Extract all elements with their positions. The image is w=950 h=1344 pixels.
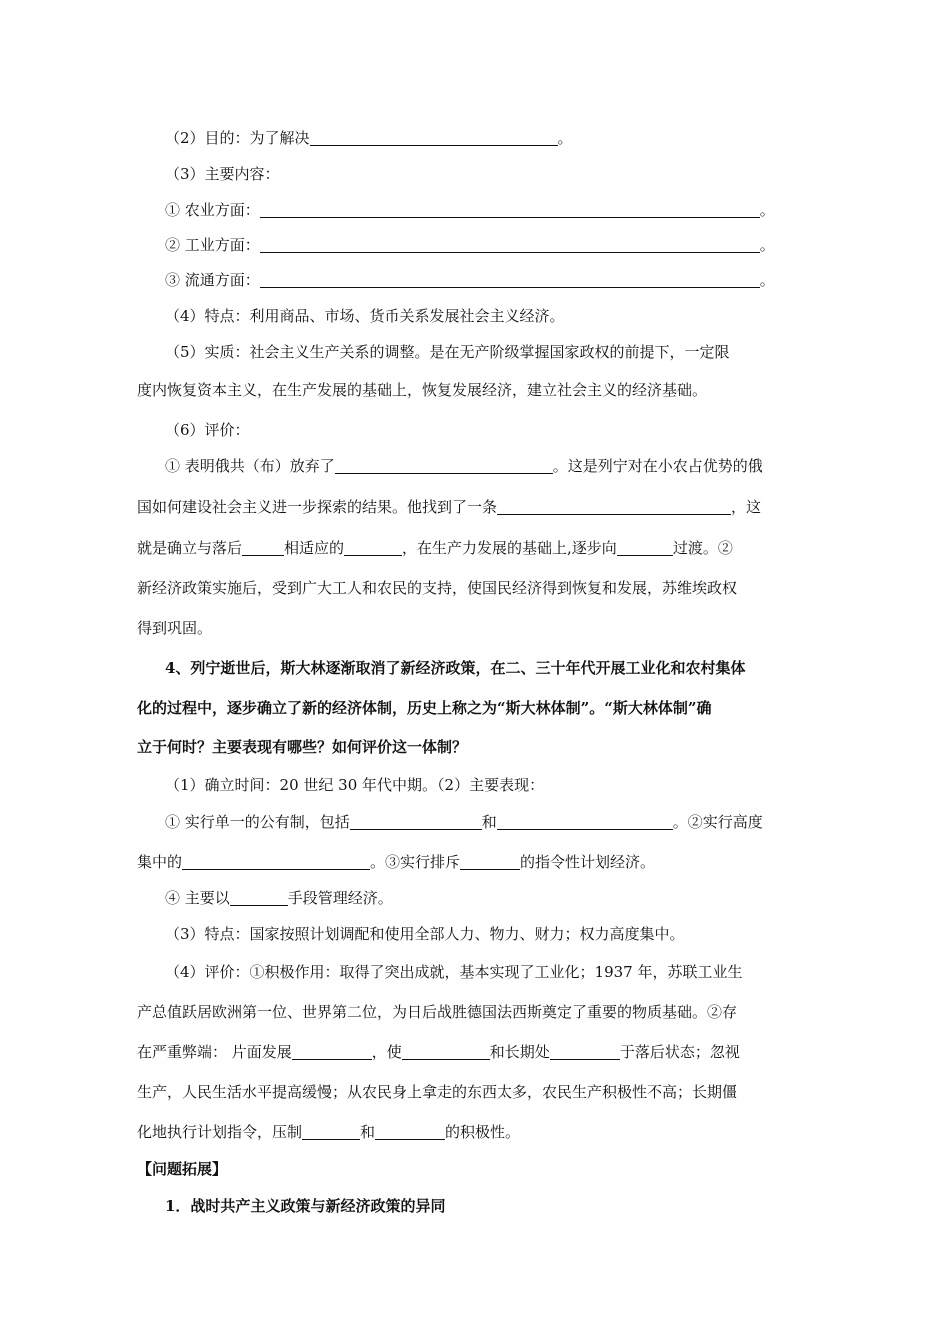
text-segment: 国如何建设社会主义进一步探索的结果。他找到了一条 bbox=[137, 498, 498, 516]
text-segment: 在严重弊端： 片面发展 bbox=[137, 1043, 292, 1061]
text-segment: 相适应的 bbox=[284, 539, 345, 557]
text-segment: 于落后状态；忽视 bbox=[619, 1043, 740, 1061]
text-segment: 新经济政策实施后，受到广大工人和农民的支持，使国民经济得到恢复和发展，苏维埃政权 bbox=[137, 579, 738, 597]
fill-in-blank[interactable] bbox=[302, 1124, 360, 1140]
text-segment: 产总值跃居欧洲第一位、世界第二位，为日后战胜德国法西斯奠定了重要的物质基础。②存 bbox=[137, 1003, 738, 1021]
text-line bbox=[165, 962, 743, 982]
text-line bbox=[165, 164, 280, 184]
text-segment: 化地执行计划指令，压制 bbox=[137, 1123, 303, 1141]
text-segment: 【问题拓展】 bbox=[137, 1160, 228, 1178]
text-line bbox=[165, 775, 544, 795]
text-segment: （4）特点：利用商品、市场、货币关系发展社会主义经济。 bbox=[165, 307, 565, 325]
fill-in-blank[interactable] bbox=[617, 540, 673, 556]
text-segment: 。这是列宁对在小农占优势的俄 bbox=[552, 457, 763, 475]
text-line bbox=[137, 852, 655, 872]
question-heading-line bbox=[165, 658, 745, 678]
text-segment: 。②实行高度 bbox=[672, 813, 763, 831]
text-line bbox=[165, 342, 730, 362]
text-line bbox=[165, 235, 775, 255]
text-segment: 和长期处 bbox=[489, 1043, 550, 1061]
text-segment: 。 bbox=[759, 271, 775, 289]
fill-in-blank[interactable] bbox=[550, 1044, 620, 1060]
text-line bbox=[137, 497, 761, 517]
text-segment: ④ 主要以 bbox=[165, 889, 230, 907]
fill-in-blank[interactable] bbox=[497, 814, 673, 830]
text-line bbox=[165, 924, 685, 944]
fill-in-blank[interactable] bbox=[350, 814, 482, 830]
text-segment: 的指令性计划经济。 bbox=[520, 853, 656, 871]
fill-in-blank[interactable] bbox=[260, 202, 760, 218]
text-segment: 和 bbox=[360, 1123, 376, 1141]
text-segment: ，这 bbox=[731, 498, 762, 516]
text-segment: 。 bbox=[759, 201, 775, 219]
text-segment: 生产，人民生活水平提高缓慢；从农民身上拿走的东西太多，农民生产积极性不高；长期僵 bbox=[137, 1083, 738, 1101]
text-segment: 和 bbox=[481, 813, 497, 831]
text-line bbox=[165, 420, 250, 440]
fill-in-blank[interactable] bbox=[402, 1044, 490, 1060]
text-line bbox=[137, 380, 707, 400]
text-segment: 得到巩固。 bbox=[137, 619, 213, 637]
text-line bbox=[137, 578, 737, 598]
fill-in-blank[interactable] bbox=[260, 272, 760, 288]
fill-in-blank[interactable] bbox=[375, 1124, 445, 1140]
section-heading bbox=[137, 1159, 227, 1179]
text-segment: 过渡。② bbox=[672, 539, 733, 557]
text-segment: ① 农业方面： bbox=[165, 201, 260, 219]
text-segment: 4、列宁逝世后，斯大林逐渐取消了新经济政策，在二、三十年代开展工业化和农村集体 bbox=[165, 659, 746, 677]
text-segment: 的积极性。 bbox=[445, 1123, 521, 1141]
fill-in-blank[interactable] bbox=[497, 499, 731, 515]
text-line bbox=[137, 618, 212, 638]
text-segment: 化的过程中，逐步确立了新的经济体制，历史上称之为“斯大林体制”。“斯大林体制”确 bbox=[137, 699, 712, 717]
text-segment: ，使 bbox=[371, 1043, 402, 1061]
text-segment: 。 bbox=[557, 129, 573, 147]
text-line bbox=[137, 1122, 520, 1142]
text-line bbox=[165, 270, 775, 290]
text-segment: ① 表明俄共（布）放弃了 bbox=[165, 457, 335, 475]
text-line bbox=[137, 1082, 737, 1102]
fill-in-blank[interactable] bbox=[260, 237, 760, 253]
text-segment: 集中的 bbox=[137, 853, 183, 871]
text-segment: ② 工业方面： bbox=[165, 236, 260, 254]
fill-in-blank[interactable] bbox=[182, 854, 370, 870]
text-segment: （3）主要内容： bbox=[165, 165, 280, 183]
fill-in-blank[interactable] bbox=[310, 130, 558, 146]
text-segment: （1）确立时间：20 世纪 30 年代中期。（2）主要表现： bbox=[165, 776, 545, 794]
text-segment: ① 实行单一的公有制，包括 bbox=[165, 813, 350, 831]
text-line bbox=[137, 1002, 737, 1022]
text-segment: （6）评价： bbox=[165, 421, 250, 439]
fill-in-blank[interactable] bbox=[460, 854, 520, 870]
text-segment: （4）评价：①积极作用：取得了突出成就，基本实现了工业化；1937 年，苏联工业生 bbox=[165, 963, 743, 981]
text-segment: ③ 流通方面： bbox=[165, 271, 260, 289]
text-segment: ，在生产力发展的基础上,逐步向 bbox=[402, 539, 617, 557]
text-line bbox=[165, 200, 775, 220]
text-line bbox=[137, 1042, 740, 1062]
fill-in-blank[interactable] bbox=[242, 540, 284, 556]
fill-in-blank[interactable] bbox=[292, 1044, 372, 1060]
fill-in-blank[interactable] bbox=[335, 458, 553, 474]
text-line bbox=[137, 538, 733, 558]
text-segment: 手段管理经济。 bbox=[287, 889, 393, 907]
text-line bbox=[165, 456, 763, 476]
text-line bbox=[165, 812, 763, 832]
text-segment: （5）实质：社会主义生产关系的调整。是在无产阶级掌握国家政权的前提下，一定限 bbox=[165, 343, 730, 361]
text-segment: 度内恢复资本主义，在生产发展的基础上，恢复发展经济，建立社会主义的经济基础。 bbox=[137, 381, 708, 399]
text-segment: 就是确立与落后 bbox=[137, 539, 243, 557]
question-heading-line bbox=[137, 737, 467, 757]
text-segment: （2）目的：为了解决 bbox=[165, 129, 310, 147]
text-segment: 立于何时？主要表现有哪些？如何评价这一体制？ bbox=[137, 738, 468, 756]
section-subheading bbox=[165, 1196, 445, 1216]
fill-in-blank[interactable] bbox=[344, 540, 402, 556]
fill-in-blank[interactable] bbox=[230, 890, 288, 906]
text-segment: 1．战时共产主义政策与新经济政策的异同 bbox=[165, 1197, 446, 1215]
text-segment: （3）特点：国家按照计划调配和使用全部人力、物力、财力；权力高度集中。 bbox=[165, 925, 685, 943]
text-line bbox=[165, 306, 565, 326]
text-segment: 。③实行排斥 bbox=[370, 853, 461, 871]
text-line bbox=[165, 888, 393, 908]
text-segment: 。 bbox=[759, 236, 775, 254]
text-line bbox=[165, 128, 573, 148]
question-heading-line bbox=[137, 698, 712, 718]
